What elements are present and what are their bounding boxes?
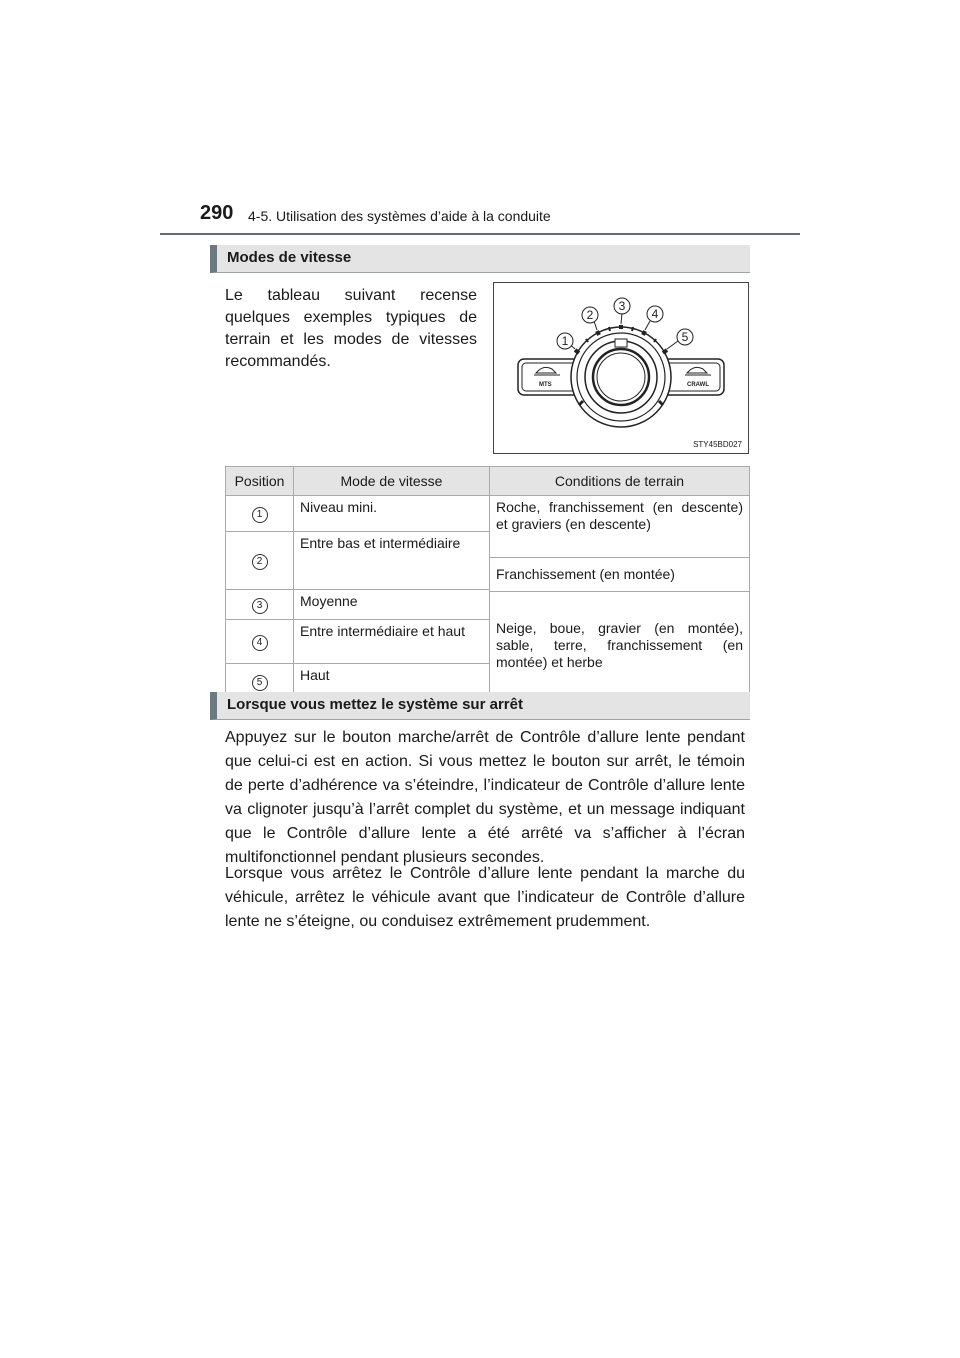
mode-cell: Niveau mini. <box>294 496 490 532</box>
section-heading-text: Lorsque vous mettez le système sur arrêt <box>227 696 523 713</box>
section-heading-off <box>210 692 750 720</box>
page-number: 290 <box>200 202 234 224</box>
condition-cell: Neige, boue, gravier (en montée), sable, terre, franchissement (en montée) et herbe <box>490 592 750 700</box>
callout-4-label: 4 <box>651 307 659 321</box>
paragraph-off-procedure: Appuyez sur le bouton marche/arrêt de Contrôle d’allure lente pendant que celui-ci est en action. Si vous mettez le bouton sur arrêt, le témoin de perte d’adhérence va s’éteindre, l’indicateur de Contrôle d’allure lente va clignoter jusqu’à l’arrêt complet du système, et un message indiquant que le Contrôle d’allure lente a été arrêté va s’afficher à l’écran multifonctionnel pendant plusieurs secondes. <box>225 729 745 866</box>
crawl-label: CRAWL <box>687 382 709 388</box>
dial-drawing <box>494 283 748 453</box>
mode-cell: Entre bas et intermédiaire <box>294 532 490 590</box>
dial-illustration <box>493 282 749 454</box>
callout-5-label: 5 <box>681 330 689 344</box>
position-number: 3 <box>252 598 268 614</box>
table-header-row <box>226 467 750 496</box>
chapter-title: 4-5. Utilisation des systèmes d’aide à la conduite <box>248 208 551 224</box>
condition-cell: Roche, franchissement (en descente) et graviers (en descente) <box>490 496 750 558</box>
intro-text: Le tableau suivant recense quelques exemples typiques de terrain et les modes de vitesses recommandés. <box>225 287 477 370</box>
mode-cell: Moyenne <box>294 590 490 620</box>
position-cell <box>226 532 294 590</box>
table-row <box>226 496 750 532</box>
mode-cell: Entre intermédiaire et haut <box>294 620 490 664</box>
mts-label: MTS <box>539 382 552 388</box>
position-number: 4 <box>252 635 268 651</box>
position-cell <box>226 590 294 620</box>
callout-3-label: 3 <box>618 299 626 313</box>
callout-2-label: 2 <box>586 308 594 322</box>
callout-1-label: 1 <box>561 334 569 348</box>
section-heading-text: Modes de vitesse <box>227 249 352 266</box>
condition-cell: Franchissement (en montée) <box>490 558 750 592</box>
section-heading-modes <box>210 245 750 273</box>
position-number: 2 <box>252 554 268 570</box>
speed-mode-table <box>225 466 750 700</box>
position-number: 5 <box>252 675 268 691</box>
position-cell <box>226 620 294 664</box>
column-header: Mode de vitesse <box>294 467 490 496</box>
column-header: Position <box>226 467 294 496</box>
column-header: Conditions de terrain <box>490 467 750 496</box>
position-number: 1 <box>252 507 268 523</box>
position-cell <box>226 496 294 532</box>
figure-code: STY45BD027 <box>693 440 742 449</box>
header-rule <box>160 233 800 235</box>
mode-cell: Haut <box>294 664 490 700</box>
paragraph-off-while-driving: Lorsque vous arrêtez le Contrôle d’allure lente pendant la marche du véhicule, arrêtez le véhicule avant que l’indicateur de Contrôle d’allure lente ne s’éteigne, ou conduisez extrêmement prudemment. <box>225 865 745 930</box>
